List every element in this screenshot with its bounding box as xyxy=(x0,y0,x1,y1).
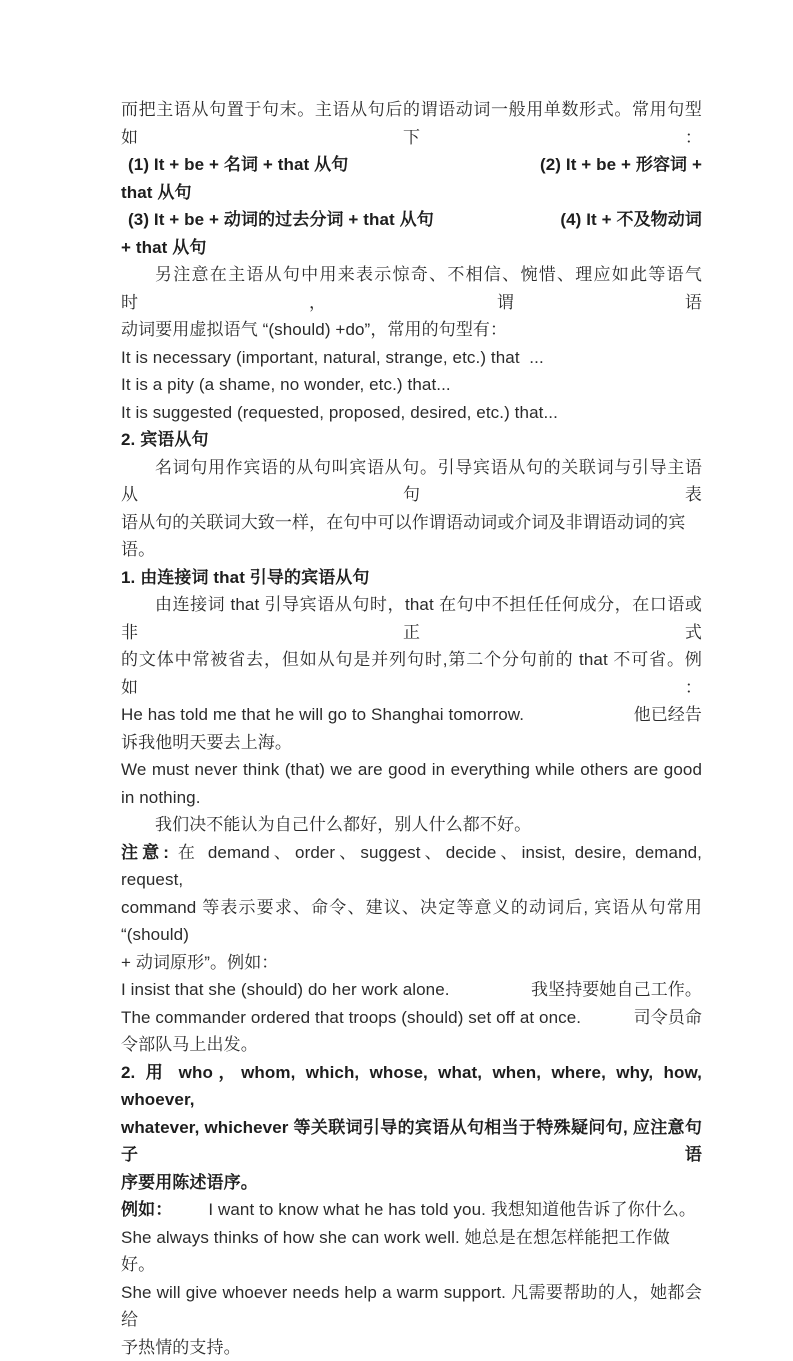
line-text: 在 demand、order、suggest、decide、insist, desire, demand, request, xyxy=(121,843,702,890)
text-line xyxy=(121,1031,702,1059)
line-text: 的文体中常被省去，但如从句是并列句时,第二个分句前的 that 不可省。例如： xyxy=(121,650,702,697)
english-sentence: The commander ordered that troops (should) set off at once. xyxy=(121,1004,581,1032)
chinese-translation: 司令员命 xyxy=(634,1004,702,1032)
example-label: 例如： xyxy=(121,1200,172,1219)
text-line xyxy=(121,179,702,207)
example-sentence xyxy=(121,399,702,427)
line-text: It is suggested (requested, proposed, desired, etc.) that... xyxy=(121,403,558,422)
english-sentence: I insist that she (should) do her work alone. xyxy=(121,976,450,1004)
chinese-translation: 我坚持要她自己工作。 xyxy=(531,976,702,1004)
text-line xyxy=(121,949,702,977)
line-text: 名词句用作宾语的从句叫宾语从句。引导宾语从句的关联词与引导主语从句表 xyxy=(121,458,702,505)
line-text: 令部队马上出发。 xyxy=(121,1035,258,1054)
heading-text: 2. 用 who，whom, which, whose, what, when, where, why, how, whoever, xyxy=(121,1063,702,1110)
heading-text: 1. 由连接词 that 引导的宾语从句 xyxy=(121,568,370,587)
example-sentence xyxy=(121,371,702,399)
line-text: 予热情的支持。 xyxy=(121,1338,241,1357)
line-text: It is necessary (important, natural, strange, etc.) that ... xyxy=(121,348,544,367)
english-sentence: He has told me that he will go to Shanghai tomorrow. xyxy=(121,701,524,729)
heading-text: 序要用陈述语序。 xyxy=(121,1173,258,1192)
line-text: 由连接词 that 引导宾语从句时，that 在句中不担任任何成分，在口语或非正式 xyxy=(121,595,702,642)
text-line xyxy=(121,1334,702,1361)
example-with-translation xyxy=(121,1004,702,1032)
pattern-left: (3) It + be + 动词的过去分词 + that 从句 xyxy=(128,206,434,234)
line-text: 另注意在主语从句中用来表示惊奇、不相信、惋惜、理应如此等语气时，谓语 xyxy=(121,265,702,312)
pattern-line-3-4 xyxy=(121,206,702,234)
line-text: 而把主语从句置于句末。主语从句后的谓语动词一般用单数形式。常用句型如下： xyxy=(121,100,702,147)
line-text: 我们决不能认为自己什么都好，别人什么都不好。 xyxy=(155,815,531,834)
line-text: She always thinks of how she can work well. 她总是在想怎样能把工作做好。 xyxy=(121,1228,670,1275)
pattern-right: (2) It + be + 形容词 + xyxy=(540,151,702,179)
note-label: 注意: xyxy=(121,843,169,862)
example-line xyxy=(121,1196,702,1224)
line-text: + that 从句 xyxy=(121,238,206,257)
text-line xyxy=(121,261,702,316)
pattern-right: (4) It + 不及物动词 xyxy=(560,206,702,234)
line-text: + 动词原形”。例如： xyxy=(121,953,278,972)
text-line xyxy=(121,316,702,344)
line-text: It is a pity (a shame, no wonder, etc.) that... xyxy=(121,375,451,394)
text-line xyxy=(121,646,702,701)
example-sentence xyxy=(121,344,702,372)
line-text: We must never think (that) we are good in everything while others are good xyxy=(121,760,702,779)
example-sentence xyxy=(121,756,702,784)
line-text: command 等表示要求、命令、建议、决定等意义的动词后, 宾语从句常用 “(should) xyxy=(121,898,702,945)
example-sentence xyxy=(121,1279,702,1334)
line-text: 诉我他明天要去上海。 xyxy=(121,733,292,752)
heading-text: whatever, whichever 等关联词引导的宾语从句相当于特殊疑问句, 应注意句子语 xyxy=(121,1118,702,1165)
line-text: 语从句的关联词大致一样，在句中可以作谓语动词或介词及非谓语动词的宾语。 xyxy=(121,513,685,560)
text-line xyxy=(121,96,702,151)
text-line xyxy=(121,234,702,262)
text-line xyxy=(121,509,702,564)
example-with-translation xyxy=(121,976,702,1004)
sub-heading xyxy=(121,1169,702,1197)
text-line xyxy=(121,591,702,646)
text-line xyxy=(121,894,702,949)
section-heading xyxy=(121,426,702,454)
note-line xyxy=(121,839,702,894)
line-text: She will give whoever needs help a warm support. 凡需要帮助的人，她都会给 xyxy=(121,1283,702,1330)
sub-heading xyxy=(121,564,702,592)
text-line xyxy=(121,811,702,839)
text-line xyxy=(121,454,702,509)
example-sentence xyxy=(121,1224,702,1279)
document-page xyxy=(121,96,702,1361)
line-text: 动词要用虚拟语气 “(should) +do”，常用的句型有： xyxy=(121,320,507,339)
pattern-line-1-2 xyxy=(121,151,702,179)
sub-heading xyxy=(121,1059,702,1114)
line-text: I want to know what he has told you. 我想知道他告诉了你什么。 xyxy=(208,1200,696,1219)
pattern-left: (1) It + be + 名词 + that 从句 xyxy=(128,151,348,179)
chinese-translation: 他已经告 xyxy=(634,701,702,729)
example-with-translation xyxy=(121,701,702,729)
line-text: that 从句 xyxy=(121,183,192,202)
text-line xyxy=(121,784,702,812)
text-line xyxy=(121,729,702,757)
line-text: in nothing. xyxy=(121,788,201,807)
heading-text: 2. 宾语从句 xyxy=(121,430,209,449)
